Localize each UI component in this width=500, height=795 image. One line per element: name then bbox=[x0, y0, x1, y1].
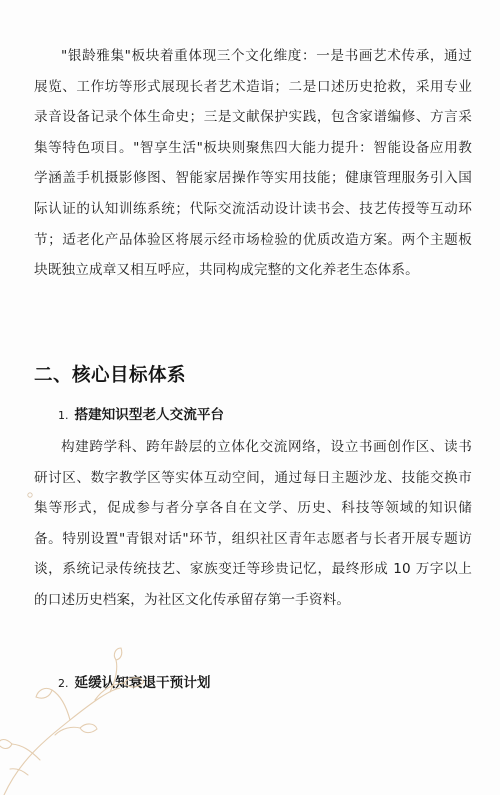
subsection-number: 2. bbox=[58, 677, 69, 690]
section-heading: 二、核心目标体系 bbox=[34, 365, 187, 386]
subsection-title-1 bbox=[58, 403, 224, 423]
subsection-title-text: 延缓认知衰退干预计划 bbox=[74, 675, 211, 691]
subsection-number: 1. bbox=[58, 409, 69, 422]
subsection-title-2 bbox=[58, 671, 210, 691]
body-paragraph: 构建跨学科、跨年龄层的立体化交流网络，设立书画创作区、读书研讨区、数字教学区等实体互动空间，通过每日主题沙龙、技能交换市集等形式，促成参与者分享各自在文学、历史、科技等领域的知识储备。特别设置"青银对话"环节，组织社区青年志愿者与长者开展专题访谈，系统记录传统技艺、家族变迁等珍贵记忆，最终形成 10 万字以上的口述历史档案，为社区文化传承留存第一手资料。 bbox=[34, 439, 472, 608]
body-paragraph: "银龄雅集"板块着重体现三个文化维度：一是书画艺术传承，通过展览、工作坊等形式展现长者艺术造诣；二是口述历史抢救，采用专业录音设备记录个体生命史；三是文献保护实践，包含家谱编修、方言采集等特色项目。"智享生活"板块则聚焦四大能力提升：智能设备应用教学涵盖手机摄影修图、智能家居操作等实用技能；健康管理服务引入国际认证的认知训练系统；代际交流活动设计读书会、技艺传授等互动环节；适老化产品体验区将展示经市场检验的优质改造方案。两个主题板块既独立成章又相互呼应，共同构成完整的文化养老生态体系。 bbox=[34, 48, 472, 279]
subsection-title-text: 搭建知识型老人交流平台 bbox=[74, 407, 225, 423]
